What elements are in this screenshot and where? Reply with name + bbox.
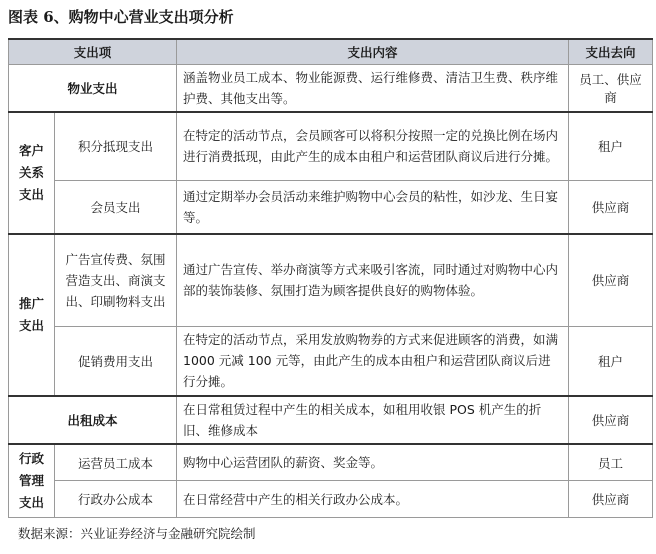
row-item: 促销费用支出 (55, 326, 177, 396)
row-item: 出租成本 (9, 396, 177, 444)
row-destination: 租户 (569, 326, 653, 396)
expense-table (8, 38, 653, 518)
table-row (9, 234, 653, 326)
row-item: 物业支出 (9, 65, 177, 113)
row-content: 涵盖物业员工成本、物业能源费、运行维修费、清洁卫生费、秩序维护费、其他支出等。 (177, 65, 569, 113)
header-item: 支出项 (9, 39, 177, 65)
row-destination: 供应商 (569, 481, 653, 518)
table-row (9, 180, 653, 234)
group-label: 推广支出 (9, 234, 55, 396)
row-content: 在日常租赁过程中产生的相关成本，如租用收银 POS 机产生的折旧、维修成本 (177, 396, 569, 444)
row-destination: 供应商 (569, 234, 653, 326)
row-content: 购物中心运营团队的薪资、奖金等。 (177, 444, 569, 481)
row-content: 在特定的活动节点，采用发放购物券的方式来促进顾客的消费，如满 1000 元减 100 元等，由此产生的成本由租户和运营团队商议后进行分摊。 (177, 326, 569, 396)
header-row (9, 39, 653, 65)
table-row (9, 481, 653, 518)
table-row (9, 326, 653, 396)
row-destination: 租户 (569, 112, 653, 180)
header-content: 支出内容 (177, 39, 569, 65)
header-destination: 支出去向 (569, 39, 653, 65)
row-content: 在日常经营中产生的相关行政办公成本。 (177, 481, 569, 518)
row-destination: 供应商 (569, 396, 653, 444)
row-content: 通过广告宣传、举办商演等方式来吸引客流，同时通过对购物中心内部的装饰装修、氛围打造为顾客提供良好的购物体验。 (177, 234, 569, 326)
row-item: 行政办公成本 (55, 481, 177, 518)
figure-title: 图表 6、购物中心营业支出项分析 (8, 8, 234, 26)
table-row (9, 65, 653, 113)
row-item: 运营员工成本 (55, 444, 177, 481)
row-item: 积分抵现支出 (55, 112, 177, 180)
row-item: 会员支出 (55, 180, 177, 234)
row-content: 在特定的活动节点，会员顾客可以将积分按照一定的兑换比例在场内进行消费抵现，由此产生的成本由租户和运营团队商议后进行分摊。 (177, 112, 569, 180)
group-label: 行政管理支出 (9, 444, 55, 518)
row-destination: 员工 (569, 444, 653, 481)
table-row (9, 444, 653, 481)
row-item: 广告宣传费、氛围营造支出、商演支出、印刷物料支出 (55, 234, 177, 326)
table-row (9, 396, 653, 444)
row-destination: 供应商 (569, 180, 653, 234)
source-note: 数据来源：兴业证券经济与金融研究院绘制 (18, 526, 256, 541)
row-content: 通过定期举办会员活动来维护购物中心会员的粘性，如沙龙、生日宴等。 (177, 180, 569, 234)
group-label: 客户关系支出 (9, 112, 55, 234)
table-row (9, 112, 653, 180)
row-destination: 员工、供应商 (569, 65, 653, 113)
